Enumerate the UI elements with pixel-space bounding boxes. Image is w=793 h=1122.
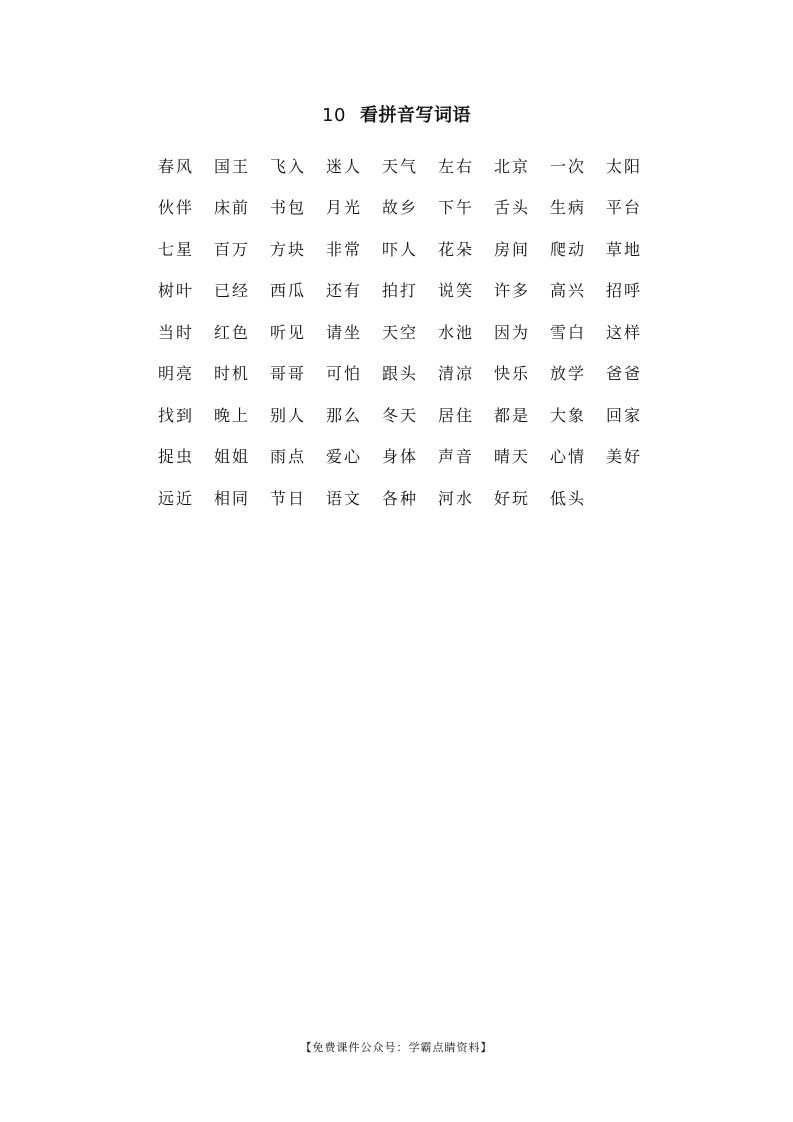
vocab-word: 低头 bbox=[550, 488, 587, 508]
vocab-word: 当时 bbox=[158, 322, 195, 342]
vocab-word: 快乐 bbox=[494, 364, 531, 384]
vocab-word: 书包 bbox=[270, 198, 307, 218]
vocab-word: 晚上 bbox=[214, 405, 251, 425]
vocab-word: 都是 bbox=[494, 405, 531, 425]
word-row bbox=[158, 271, 658, 313]
vocab-word: 美好 bbox=[606, 447, 643, 467]
vocab-word: 明亮 bbox=[158, 364, 195, 384]
vocab-word: 许多 bbox=[494, 281, 531, 301]
vocab-word: 高兴 bbox=[550, 281, 587, 301]
vocab-word: 还有 bbox=[326, 281, 363, 301]
vocab-word: 捉虫 bbox=[158, 447, 195, 467]
vocab-word: 时机 bbox=[214, 364, 251, 384]
vocab-word: 平台 bbox=[606, 198, 643, 218]
vocab-word: 红色 bbox=[214, 322, 251, 342]
vocab-word: 北京 bbox=[494, 156, 531, 176]
vocab-word: 爸爸 bbox=[606, 364, 643, 384]
vocab-word: 西瓜 bbox=[270, 281, 307, 301]
vocab-word: 因为 bbox=[494, 322, 531, 342]
vocab-word: 爬动 bbox=[550, 239, 587, 259]
vocab-word: 各种 bbox=[382, 488, 419, 508]
vocab-word: 好玩 bbox=[494, 488, 531, 508]
word-row bbox=[158, 229, 658, 271]
lesson-number: 10 bbox=[322, 105, 346, 126]
vocab-word: 国王 bbox=[214, 156, 251, 176]
vocab-word: 语文 bbox=[326, 488, 363, 508]
word-list bbox=[158, 146, 658, 520]
vocab-word: 故乡 bbox=[382, 198, 419, 218]
vocab-word: 已经 bbox=[214, 281, 251, 301]
word-row bbox=[158, 188, 658, 230]
vocab-word: 树叶 bbox=[158, 281, 195, 301]
footer-note: 【免费课件公众号：学霸点睛资料】 bbox=[300, 1041, 493, 1054]
vocab-word: 花朵 bbox=[438, 239, 475, 259]
vocab-word: 左右 bbox=[438, 156, 475, 176]
vocab-word: 这样 bbox=[606, 322, 643, 342]
vocab-word: 百万 bbox=[214, 239, 251, 259]
vocab-word: 月光 bbox=[326, 198, 363, 218]
vocab-word: 河水 bbox=[438, 488, 475, 508]
page-title bbox=[0, 104, 793, 128]
word-row bbox=[158, 312, 658, 354]
vocab-word: 回家 bbox=[606, 405, 643, 425]
vocab-word: 天气 bbox=[382, 156, 419, 176]
vocab-word: 那么 bbox=[326, 405, 363, 425]
vocab-word: 节日 bbox=[270, 488, 307, 508]
vocab-word: 床前 bbox=[214, 198, 251, 218]
vocab-word: 拍打 bbox=[382, 281, 419, 301]
vocab-word: 方块 bbox=[270, 239, 307, 259]
vocab-word: 七星 bbox=[158, 239, 195, 259]
lesson-title: 看拼音写词语 bbox=[359, 105, 471, 126]
vocab-word: 大象 bbox=[550, 405, 587, 425]
vocab-word: 找到 bbox=[158, 405, 195, 425]
vocab-word: 天空 bbox=[382, 322, 419, 342]
vocab-word: 心情 bbox=[550, 447, 587, 467]
vocab-word: 晴天 bbox=[494, 447, 531, 467]
vocab-word: 太阳 bbox=[606, 156, 643, 176]
vocab-word: 相同 bbox=[214, 488, 251, 508]
vocab-word: 远近 bbox=[158, 488, 195, 508]
vocab-word: 雨点 bbox=[270, 447, 307, 467]
vocab-word: 请坐 bbox=[326, 322, 363, 342]
vocab-word: 吓人 bbox=[382, 239, 419, 259]
vocab-word: 下午 bbox=[438, 198, 475, 218]
word-row bbox=[158, 437, 658, 479]
word-row bbox=[158, 146, 658, 188]
vocab-word: 非常 bbox=[326, 239, 363, 259]
vocab-word: 舌头 bbox=[494, 198, 531, 218]
vocab-word: 雪白 bbox=[550, 322, 587, 342]
vocab-word: 可怕 bbox=[326, 364, 363, 384]
vocab-word: 姐姐 bbox=[214, 447, 251, 467]
vocab-word: 哥哥 bbox=[270, 364, 307, 384]
vocab-word: 身体 bbox=[382, 447, 419, 467]
vocab-word: 迷人 bbox=[326, 156, 363, 176]
vocab-word: 别人 bbox=[270, 405, 307, 425]
vocab-word: 伙伴 bbox=[158, 198, 195, 218]
vocab-word: 房间 bbox=[494, 239, 531, 259]
vocab-word: 放学 bbox=[550, 364, 587, 384]
vocab-word: 听见 bbox=[270, 322, 307, 342]
vocab-word: 说笑 bbox=[438, 281, 475, 301]
word-row bbox=[158, 478, 658, 520]
vocab-word: 居住 bbox=[438, 405, 475, 425]
word-row bbox=[158, 354, 658, 396]
vocab-word: 春风 bbox=[158, 156, 195, 176]
vocab-word: 跟头 bbox=[382, 364, 419, 384]
vocab-word: 一次 bbox=[550, 156, 587, 176]
word-row bbox=[158, 395, 658, 437]
vocab-word: 招呼 bbox=[606, 281, 643, 301]
vocab-word: 冬天 bbox=[382, 405, 419, 425]
vocab-word: 水池 bbox=[438, 322, 475, 342]
vocab-word: 爱心 bbox=[326, 447, 363, 467]
vocab-word: 声音 bbox=[438, 447, 475, 467]
vocab-word: 清凉 bbox=[438, 364, 475, 384]
vocab-word: 草地 bbox=[606, 239, 643, 259]
vocab-word: 飞入 bbox=[270, 156, 307, 176]
vocab-word: 生病 bbox=[550, 198, 587, 218]
